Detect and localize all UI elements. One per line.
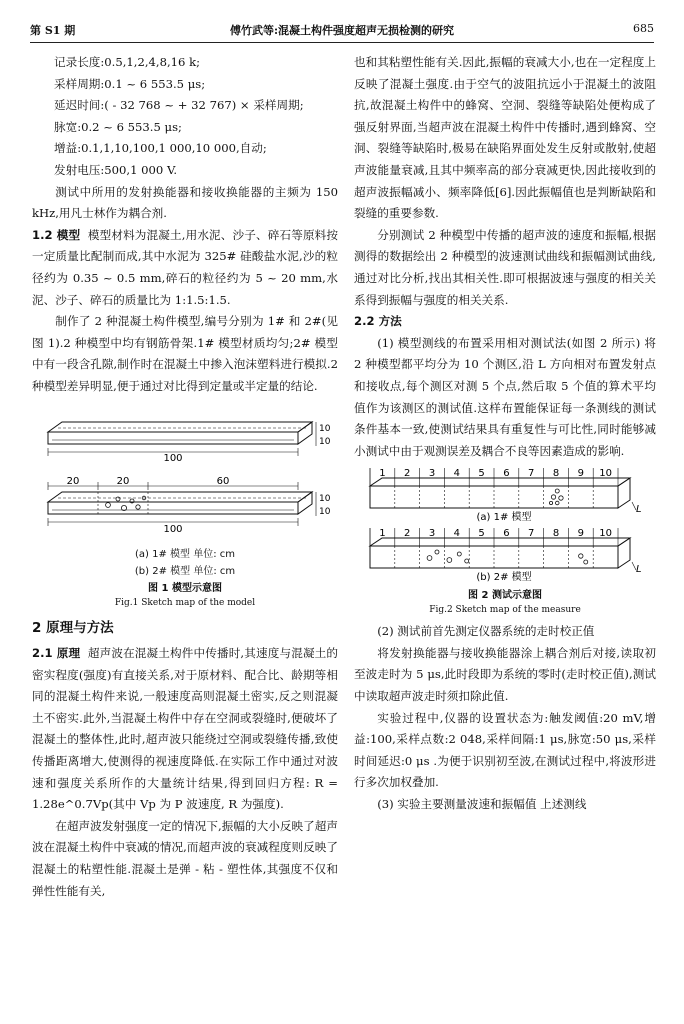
zone-label: 7 (528, 528, 535, 540)
dim-L-label: L (636, 504, 642, 516)
zone-label: 5 (478, 528, 485, 540)
subheading: (2) 测试前首先测定仪器系统的走时校正值 (377, 624, 595, 639)
figure-2-caption-en: Fig.2 Sketch map of the measure (429, 605, 581, 616)
figure-2 (354, 466, 656, 617)
zone-label: 9 (577, 528, 584, 540)
dim-height-a: 10 (319, 423, 331, 434)
section-2-heading: 2 原理与方法 (32, 619, 114, 636)
zone-label: 10 (599, 468, 612, 480)
param-line: 增益:0.1,1,10,100,1 000,10 000,自动; (54, 141, 267, 156)
zone-label: 8 (552, 528, 560, 540)
zone-label: 1 (379, 528, 386, 540)
paragraph: 测试中所用的发射换能器和接收换能器的主频为 150 kHz,用凡士林作为耦合剂. (32, 184, 338, 221)
page-header (30, 20, 654, 43)
right-column (354, 52, 656, 816)
zone-label: 2 (404, 468, 411, 480)
paragraph: (1) 模型测线的布置采用相对测试法(如图 2 所示) 将 2 种模型都平均分为 10 个测区,沿 L 方向相对布置发射点和接收点,每个测区对测 5 个点,然后取 5 个值的算术平均值作为该测区的测试值.这样布置能保证每一条测线的测试条件基本一致,使测试结果具有重复性与可比性,同时能够减小测试中由于观测误差及耦合不良等因素造成的影响. (354, 335, 656, 458)
dim-length-b: 100 (163, 523, 183, 535)
param-line: 发射电压:500,1 000 V. (54, 162, 178, 177)
zone-label: 2 (404, 528, 411, 540)
paragraph: 实验过程中,仪器的设置状态为:触发阈值:20 mV,增益:100,采样点数:2 048,采样间隔:1 μs,脉宽:50 μs,采样时间延迟:0 μs .为便于识别初至波,在测试过程中,将波形进行多次加权叠加. (354, 710, 656, 790)
dim-seg-1: 20 (66, 475, 80, 487)
dim-height-b: 10 (319, 493, 331, 504)
paragraph: (3) 实验主要测量波速和振幅值 上述测线 (377, 797, 587, 812)
figure-1-sub-a: (a) 1# 模型 单位: cm (135, 548, 235, 560)
zone-label: 5 (478, 468, 485, 480)
model-2-sketch (48, 482, 316, 526)
section-2-2-heading: 2.2 方法 (354, 314, 402, 329)
section-2-1 (32, 643, 338, 816)
running-title: 傅竹武等:混凝土构件强度超声无损检测的研究 (229, 24, 455, 37)
zone-label: 1 (379, 468, 386, 480)
section-heading: 1.2 模型 (32, 227, 81, 242)
paragraph: 超声波在混凝土构件中传播时,其速度与混凝土的密实程度(强度)有直接关系,对于原材料、配合比、龄期等相同的混凝土构件来说,一般速度高则混凝土密实,反之则混凝土不密实.此外,当混凝土构件中存在空洞或裂缝时,便破坏了混凝土的整体性,此时,超声波只能绕过空洞或裂缝传播,致使传播距离增大,使测得的视速度降低.在实际工作中通过对波速和强度关系所作的大量统计结果,得到回归方程: R = 1.28e^0.7Vp(其中 Vp 为 P 波速度, R 为强度). (32, 646, 339, 812)
zone-label: 10 (599, 528, 612, 540)
param-line: 采样周期:0.1 ~ 6 553.5 μs; (54, 76, 206, 91)
paragraph: 模型材料为混凝土,用水泥、沙子、碎石等原料按一定质量比配制而成,其中水泥为 325# 硅酸盐水泥,沙的粒径约为 0.35 ~ 0.5 mm,碎石的粒径约为 5 ~ 20 mm,水泥、沙子、碎石的质量比为 1:1.5:1.5. (32, 227, 339, 307)
param-line: 脉宽:0.2 ~ 6 553.5 μs; (54, 119, 182, 134)
page-number: 685 (633, 22, 654, 35)
section-heading: 2.1 原理 (32, 646, 81, 661)
zone-label: 7 (528, 468, 535, 480)
model-1-test-sketch (370, 468, 642, 523)
figure-2-caption: 图 2 测试示意图 (468, 590, 542, 602)
dim-width-b: 10 (319, 506, 331, 517)
model-1-sketch (48, 422, 316, 456)
paragraph: 分别测试 2 种模型中传播的超声波的速度和振幅,根据测得的数据绘出 2 种模型的波速测试曲线和振幅测试曲线,通过对比分析,找出其相关性.即可根据波速与强度的相关关系得到振幅与强度的相关关系. (354, 227, 656, 307)
zone-label: 6 (503, 528, 510, 540)
zone-label: 9 (577, 468, 584, 480)
paragraph: 将发射换能器与接收换能器涂上耦合剂后对接,读取初至波走时为 5 μs,此时段即为系统的零时(走时校正值),测试中读取超声波走时须扣除此值. (354, 645, 656, 704)
param-line: 记录长度:0.5,1,2,4,8,16 k; (54, 55, 201, 69)
section-1-2 (32, 225, 338, 311)
left-column (32, 52, 338, 902)
zone-label: 6 (503, 468, 510, 480)
paragraph: 在超声波发射强度一定的情况下,振幅的大小反映了超声波在混凝土构件中衰减的情况,而超声波的衰减程度则反映了混凝土的粘塑性能.混凝土是弹 - 粘 - 塑性体,其强度不仅和弹性性能有关, (32, 818, 338, 898)
paragraph: 也和其粘塑性能有关.因此,振幅的衰减大小,也在一定程度上反映了混凝土强度.由于空气的波阻抗远小于混凝土的波阻抗,故混凝土构件中的蜂窝、空洞、裂缝等缺陷处便构成了强反射界面,当超声波在混凝土构件中传播时,遇到蜂窝、空洞、裂缝等缺陷时,极易在缺陷界面处发生反射或散射,使超声波能量衰减,且其中频率高的部分衰减更快,因此接收到的超声波振幅减小、频率降低[6].因此振幅值也是判断缺陷和裂缝的重要参数. (354, 55, 656, 221)
figure-2-sub-a: (a) 1# 模型 (476, 512, 532, 524)
dim-L-label: L (636, 564, 642, 576)
paragraph (354, 621, 656, 643)
figure-1 (32, 402, 338, 610)
zone-label: 3 (428, 468, 436, 480)
figure-2-drawing (354, 466, 656, 584)
paragraph: 制作了 2 种混凝土构件模型,编号分别为 1# 和 2#(见图 1).2 种模型中均有钢筋骨架.1# 模型材质均匀;2# 模型中有一段含孔隙,制作时在混凝土中掺入泡沫塑料进行模拟.2 种模型差异明显,便于通过对比得到定量或半定量的结论. (32, 314, 338, 393)
dim-seg-3: 60 (216, 475, 230, 487)
dim-width-a: 10 (319, 436, 331, 447)
dim-length-a: 100 (163, 452, 183, 464)
figure-1-caption-en: Fig.1 Sketch map of the model (114, 597, 256, 608)
figure-1-caption: 图 1 模型示意图 (148, 582, 222, 594)
zone-label: 4 (453, 528, 460, 540)
zone-label: 4 (453, 468, 460, 480)
figure-1-drawing (32, 402, 338, 542)
model-2-test-sketch (370, 528, 642, 583)
issue-label: 第 S1 期 (30, 24, 76, 37)
dim-seg-2: 20 (116, 475, 130, 487)
figure-1-sub-b: (b) 2# 模型 单位: cm (134, 565, 236, 577)
zone-label: 3 (428, 528, 436, 540)
zone-label: 8 (552, 468, 560, 480)
param-line: 延迟时间:( - 32 768 ~ + 32 767) × 采样周期; (54, 98, 304, 113)
figure-2-sub-b: (b) 2# 模型 (476, 572, 532, 584)
